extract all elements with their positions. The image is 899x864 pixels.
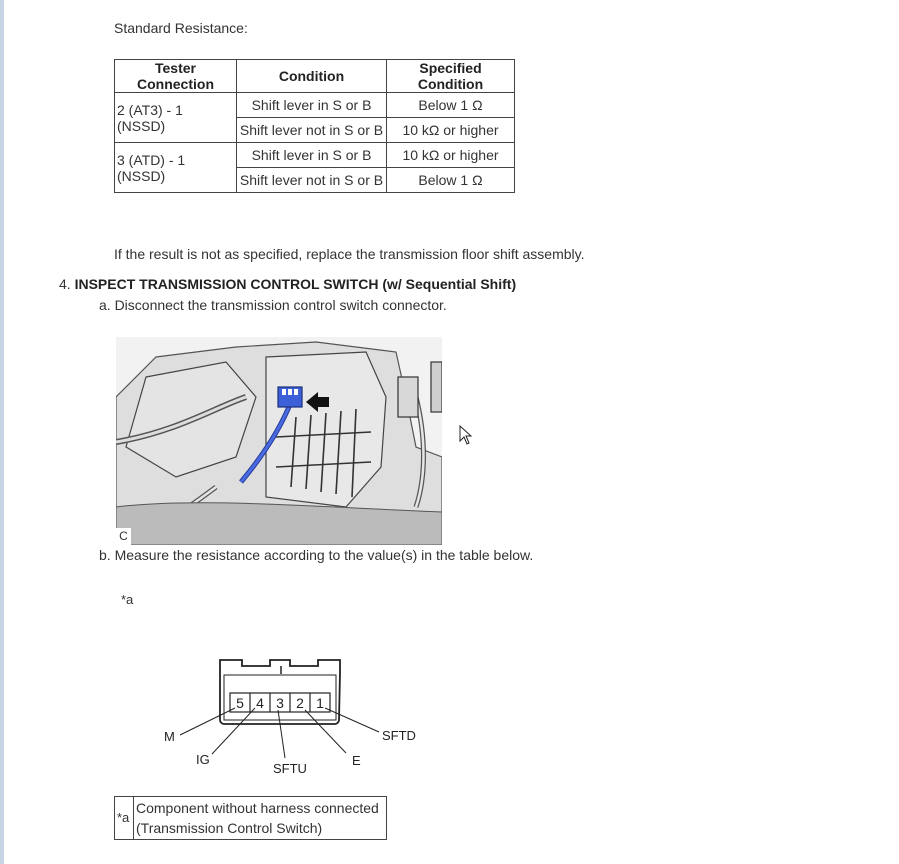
header-specified-condition: Specified Condition xyxy=(387,60,515,93)
connector-housing xyxy=(220,660,340,724)
condition-cell: Shift lever not in S or B xyxy=(237,118,387,143)
transmission-switch-photo xyxy=(116,337,442,545)
table-row xyxy=(115,143,515,168)
photo-label: C xyxy=(116,528,131,545)
label-ig: IG xyxy=(196,752,210,767)
pin-5: 5 xyxy=(236,695,244,711)
connector-pinout-diagram xyxy=(150,650,430,780)
pin-4: 4 xyxy=(256,695,264,711)
label-sftu: SFTU xyxy=(273,761,307,776)
pin-1: 1 xyxy=(316,695,324,711)
tester-connection-cell: 3 (ATD) - 1 (NSSD) xyxy=(115,143,237,193)
label-e: E xyxy=(352,753,361,768)
table-header-row xyxy=(115,60,515,93)
pin-2: 2 xyxy=(296,695,304,711)
step-4-heading xyxy=(59,276,516,292)
spec-cell: 10 kΩ or higher xyxy=(387,118,515,143)
spec-cell: Below 1 Ω xyxy=(387,168,515,193)
condition-cell: Shift lever not in S or B xyxy=(237,168,387,193)
header-condition: Condition xyxy=(237,60,387,93)
tester-connection-cell: 2 (AT3) - 1 (NSSD) xyxy=(115,93,237,143)
condition-cell: Shift lever in S or B xyxy=(237,93,387,118)
result-note: If the result is not as specified, replace the transmission floor shift assembly. xyxy=(114,246,585,262)
pin-3: 3 xyxy=(276,695,284,711)
legend-description xyxy=(134,797,387,840)
mouse-pointer-icon xyxy=(459,425,473,445)
step-number: 4. xyxy=(59,276,71,292)
spec-cell: 10 kΩ or higher xyxy=(387,143,515,168)
condition-cell: Shift lever in S or B xyxy=(237,143,387,168)
step-a-text: a. Disconnect the transmission control switch connector. xyxy=(99,297,447,313)
step-title: INSPECT TRANSMISSION CONTROL SWITCH (w/ Sequential Shift) xyxy=(74,276,517,292)
label-m: M xyxy=(164,729,175,744)
left-edge-strip xyxy=(0,0,4,864)
legend-key: *a xyxy=(115,797,134,840)
standard-resistance-label: Standard Resistance: xyxy=(114,20,248,36)
component-illustration xyxy=(116,337,442,545)
header-tester-connection: Tester Connection xyxy=(115,60,237,93)
legend-table xyxy=(114,796,387,840)
label-sftd: SFTD xyxy=(382,728,416,743)
diagram-callout: *a xyxy=(121,592,134,607)
table-row xyxy=(115,93,515,118)
legend-row xyxy=(115,797,387,840)
step-b-text: b. Measure the resistance according to the value(s) in the table below. xyxy=(99,547,534,563)
spec-cell: Below 1 Ω xyxy=(387,93,515,118)
legend-line-2: (Transmission Control Switch) xyxy=(136,820,323,836)
legend-line-1: Component without harness connected xyxy=(136,800,379,816)
resistance-table xyxy=(114,59,515,193)
